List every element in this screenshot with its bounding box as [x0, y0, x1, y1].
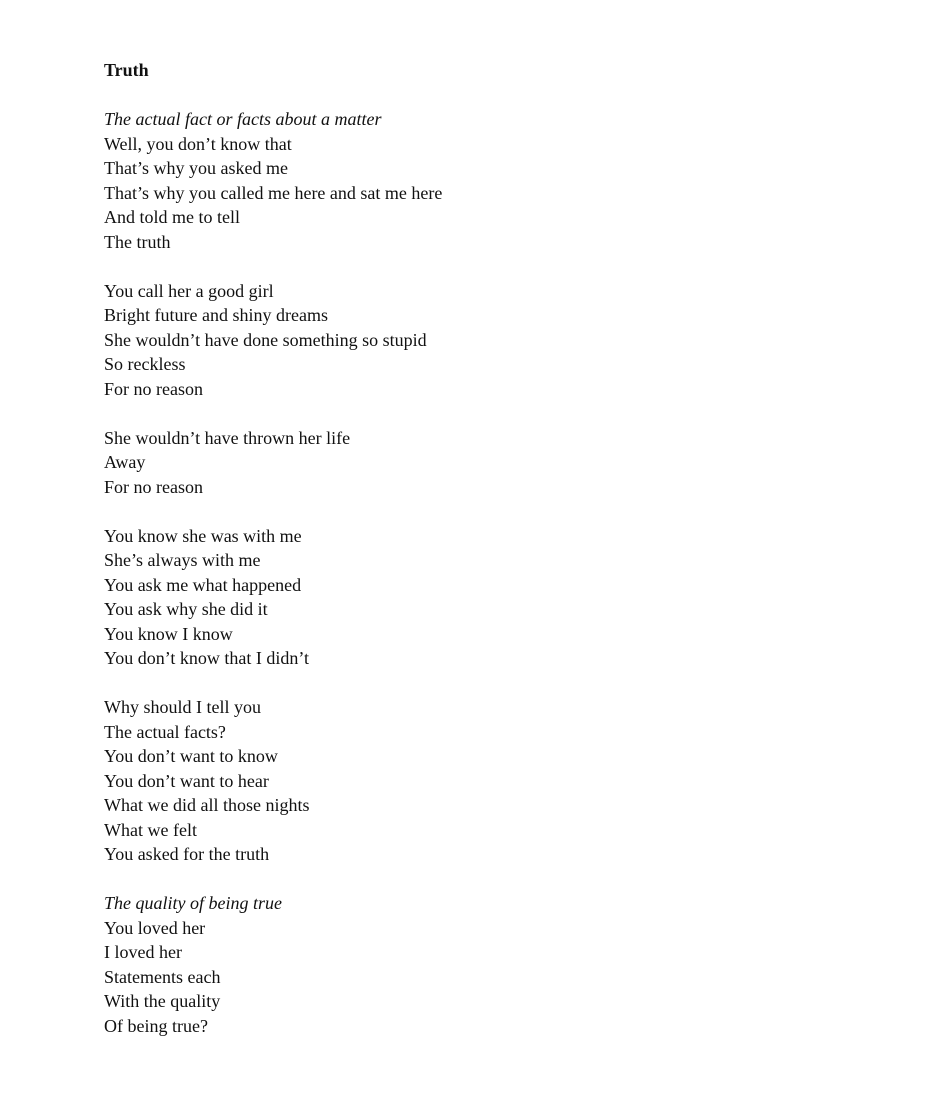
stanza-6 — [104, 891, 864, 1038]
stanza-5 — [104, 695, 864, 867]
poem-line: You loved her — [104, 917, 206, 938]
poem-line: You asked for the truth — [104, 844, 270, 864]
poem-line: You know she was with me — [104, 525, 302, 546]
stanza-4 — [104, 524, 864, 671]
poem-line: The truth — [104, 231, 171, 252]
poem-line: You ask why she did it — [104, 599, 268, 619]
poem-line: For no reason — [104, 476, 203, 497]
poem-line: I loved her — [104, 942, 182, 962]
poem-line: You know I know — [104, 623, 233, 644]
poem-line: She wouldn’t have thrown her life — [104, 427, 351, 448]
poem-line: That’s why you asked me — [104, 158, 288, 178]
poem-line: With the quality — [104, 991, 221, 1011]
poem-line: The actual facts? — [104, 721, 226, 742]
stanza-2 — [104, 279, 864, 402]
poem-line: You ask me what happened — [104, 574, 302, 595]
poem — [104, 58, 864, 1063]
poem-line: So reckless — [104, 354, 186, 374]
poem-line: You don’t know that I didn’t — [104, 648, 310, 668]
poem-line: Away — [104, 452, 146, 472]
poem-line: She wouldn’t have done something so stupid — [104, 329, 427, 350]
poem-line: What we felt — [104, 819, 197, 840]
poem-title: Truth — [104, 60, 149, 80]
poem-line: You don’t want to know — [104, 746, 278, 766]
stanza-1 — [104, 107, 864, 254]
poem-line: Of being true? — [104, 1015, 208, 1036]
definition-line: The actual fact or facts about a matter — [104, 109, 382, 129]
poem-line: Well, you don’t know that — [104, 133, 292, 154]
poem-line: What we did all those nights — [104, 795, 310, 815]
poem-line: And told me to tell — [104, 207, 240, 227]
stanza-3 — [104, 426, 864, 500]
poem-line: Why should I tell you — [104, 697, 261, 717]
poem-line: She’s always with me — [104, 550, 261, 570]
poem-line: Statements each — [104, 966, 221, 987]
poem-line: You don’t want to hear — [104, 770, 269, 791]
poem-line: For no reason — [104, 378, 203, 399]
definition-line: The quality of being true — [104, 893, 282, 913]
poem-line: You call her a good girl — [104, 280, 274, 301]
poem-line: Bright future and shiny dreams — [104, 305, 328, 325]
poem-line: That’s why you called me here and sat me here — [104, 182, 443, 203]
